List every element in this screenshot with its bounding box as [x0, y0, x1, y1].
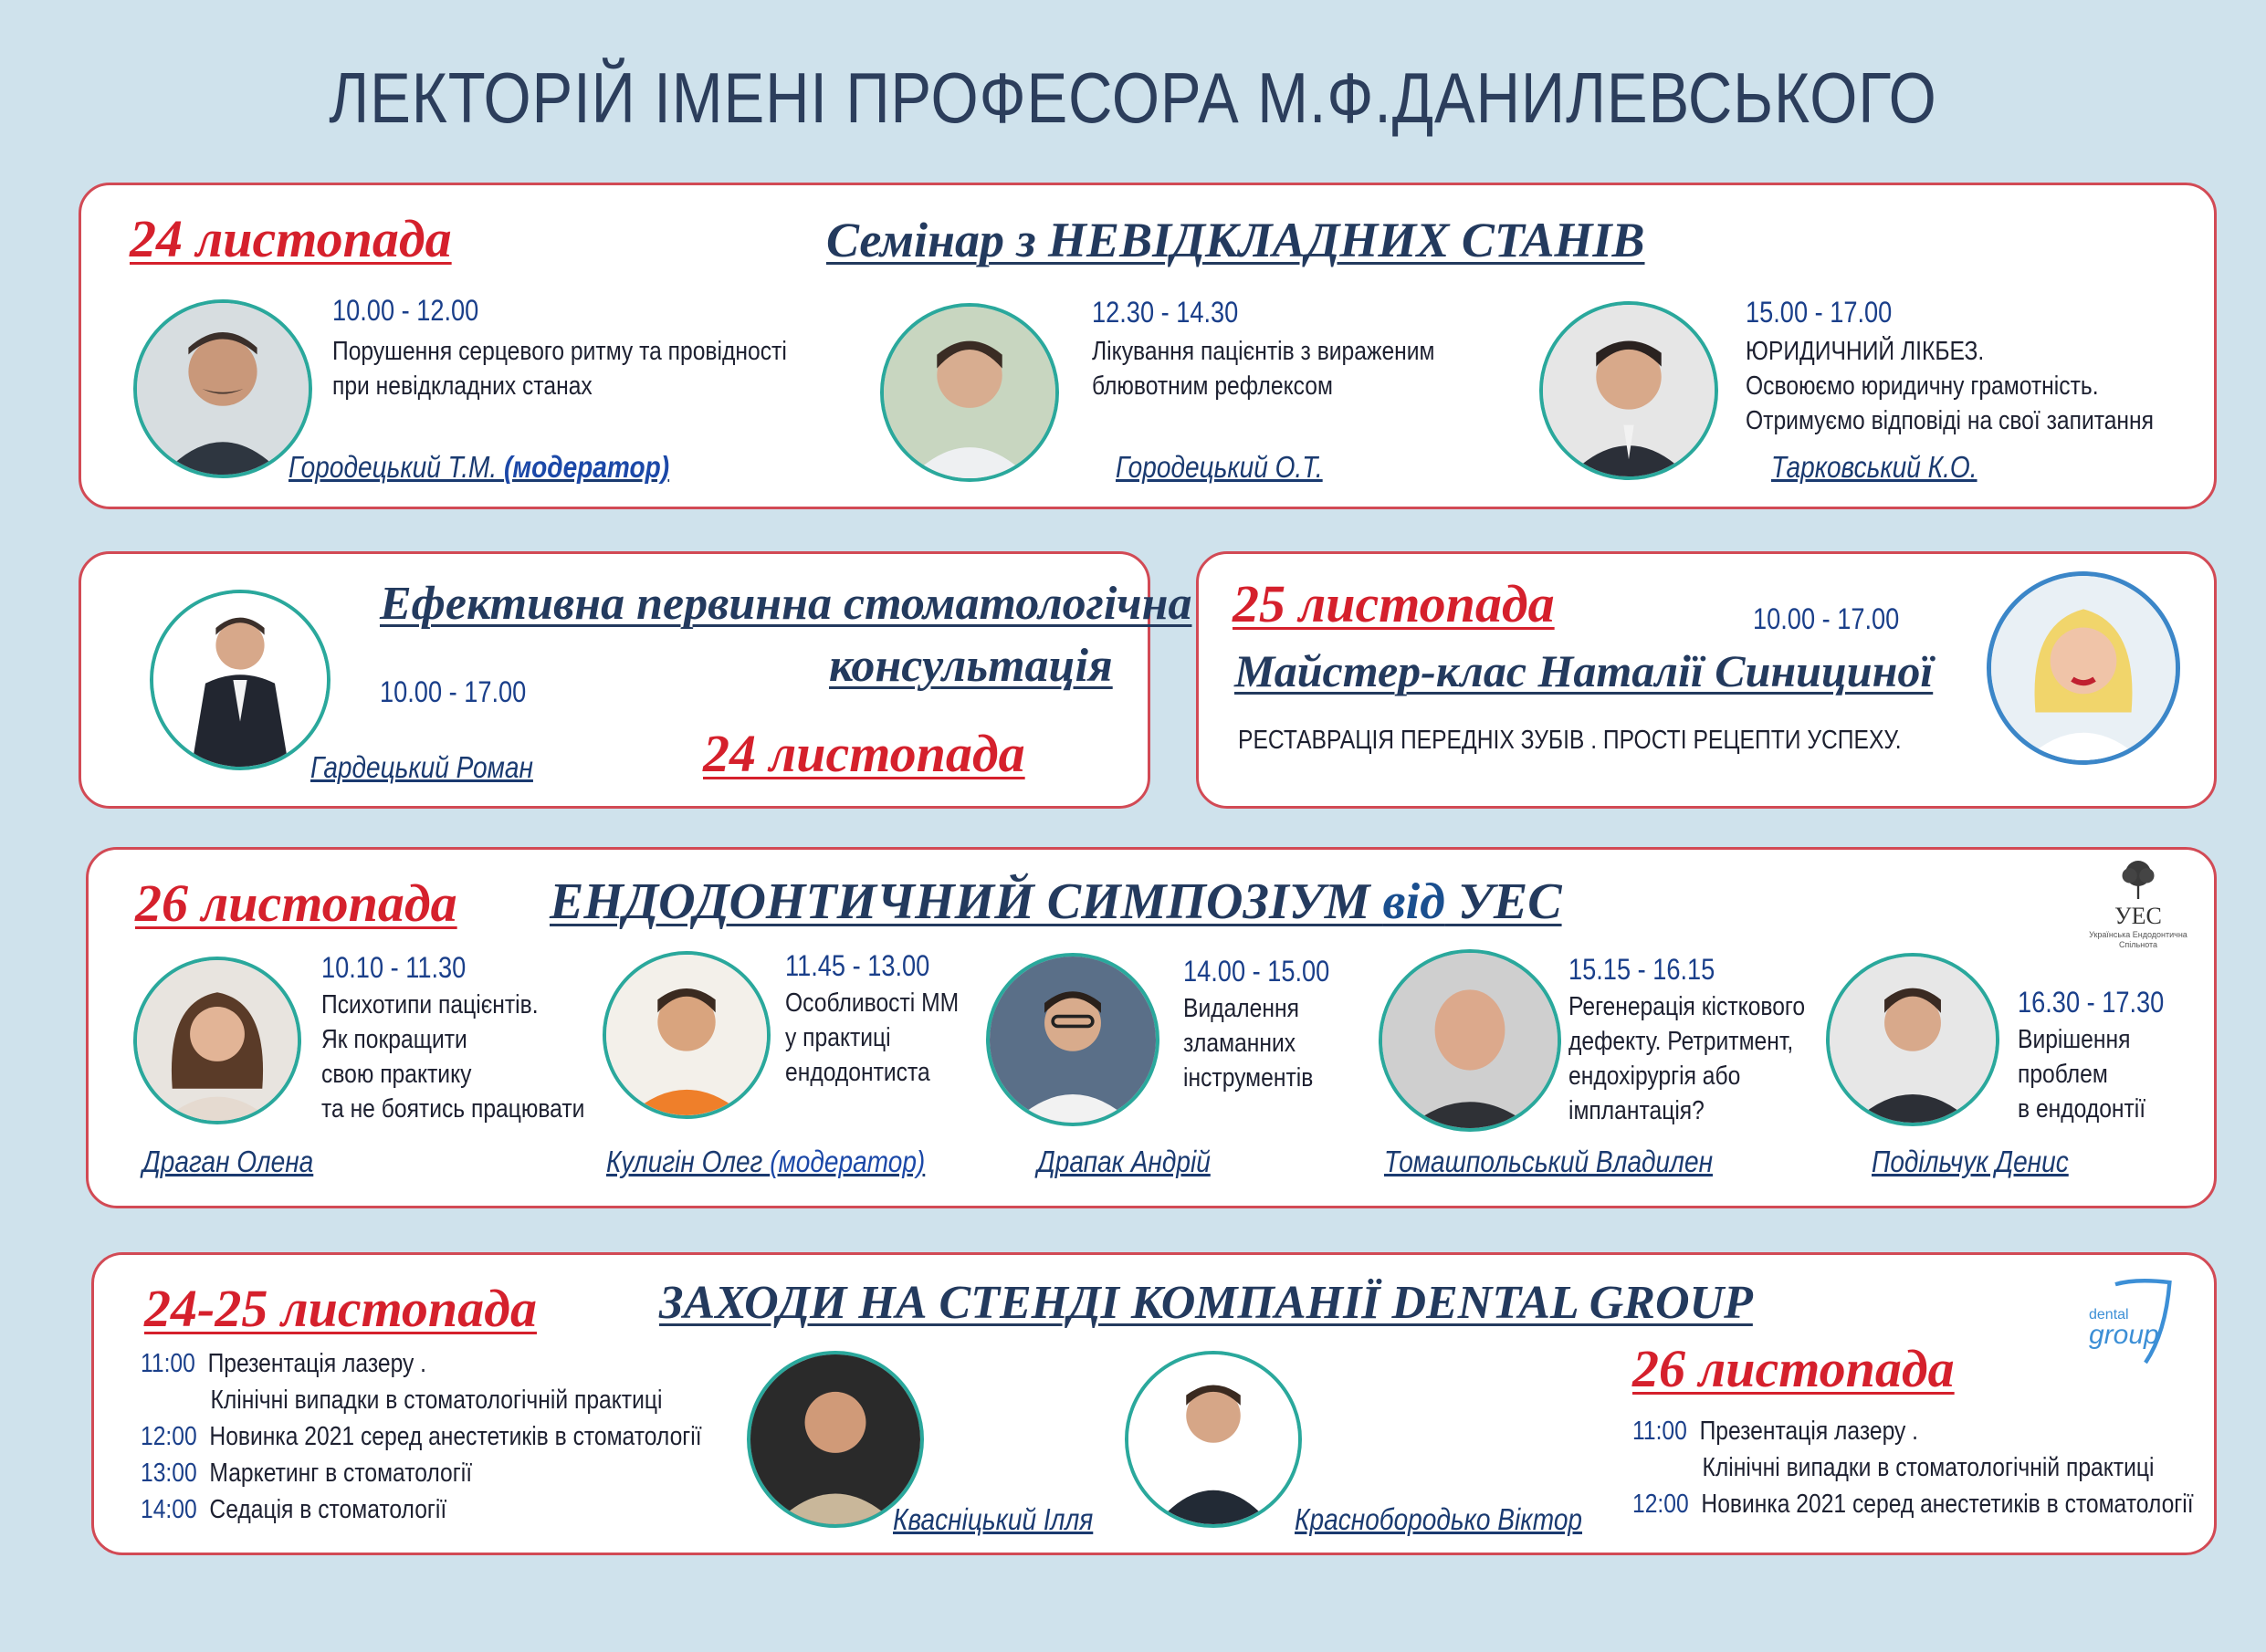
- speaker-photo-drapak: [986, 953, 1159, 1126]
- speaker-photo-gardetskyi: [150, 590, 330, 770]
- speaker-photo-gorodetskyi-tm: [133, 299, 312, 478]
- talk-time: 12.30 - 14.30: [1092, 296, 1239, 329]
- talk-time: 15.15 - 16.15: [1568, 953, 1715, 986]
- schedule-row: Клінічні випадки в стоматологічній практиці: [1702, 1453, 2155, 1482]
- speaker-name: Квасніцький Ілля: [893, 1502, 1094, 1536]
- talk-time: 16.30 - 17.30: [2018, 986, 2165, 1019]
- logo-text-big: group: [2089, 1320, 2159, 1350]
- talk-time: 15.00 - 17.00: [1746, 296, 1893, 329]
- speaker-photo-krasnoborodko: [1125, 1351, 1302, 1528]
- speaker-name: Подільчук Денис: [1872, 1145, 2069, 1178]
- schedule-row: 12:00 Новинка 2021 серед анестетиків в стоматології: [141, 1422, 702, 1451]
- talk-description: Вирішення проблем в ендодонтії: [2018, 1025, 2146, 1124]
- talk-description: Психотипи пацієнтів. Як покращити свою практику та не боятись працювати: [321, 990, 585, 1124]
- speaker-name: Драпак Андрій: [1037, 1145, 1211, 1178]
- speaker-name: Томашпольський Владилен: [1384, 1145, 1714, 1178]
- moderator-label: (модератор): [770, 1145, 926, 1178]
- schedule-row: Клінічні випадки в стоматологічній практиці: [210, 1385, 663, 1415]
- speaker-name: Городецький О.Т.: [1116, 450, 1323, 484]
- talk-description: Порушення серцевого ритму та провідності при невідкладних станах: [332, 337, 787, 401]
- talk-description: Особливості ММ у практиці ендодонтиста: [785, 988, 960, 1087]
- schedule-row: 14:00 Седація в стоматології: [141, 1495, 447, 1524]
- schedule-row: 12:00 Новинка 2021 серед анестетиків в стоматології: [1632, 1490, 2194, 1519]
- logo-text-small: dental: [2089, 1307, 2129, 1323]
- speaker-name: Кулигін Олег (модератор): [606, 1145, 926, 1178]
- speaker-photo-tomashpolskyi: [1379, 949, 1561, 1132]
- talk-time: 11.45 - 13.00: [785, 949, 930, 982]
- consult-heading-line1: Ефективна первинна стоматологічна: [380, 578, 1192, 630]
- speaker-photo-synytsyna: [1987, 571, 2180, 765]
- schedule-row: 11:00 Презентація лазеру .: [141, 1349, 427, 1378]
- dental-date-2: 26 листопада: [1632, 1339, 1955, 1398]
- talk-time: 10.10 - 11.30: [321, 951, 467, 984]
- speaker-name: Тарковський К.О.: [1771, 450, 1978, 484]
- consult-time: 10.00 - 17.00: [380, 675, 527, 708]
- dental-schedule-left: [141, 1345, 834, 1528]
- tree-icon: [2106, 858, 2170, 902]
- speaker-name: Краснобородько Віктор: [1295, 1502, 1583, 1536]
- masterclass-heading: Майстер-клас Наталії Синициної: [1234, 645, 1934, 696]
- moderator-label: (модератор): [504, 450, 670, 484]
- talk-description: ЮРИДИЧНИЙ ЛІКБЕЗ. Освоюємо юридичну грамотність. Отримуємо відповіді на свої запитання: [1746, 337, 2155, 435]
- symposium-date: 26 листопада: [135, 873, 457, 933]
- speaker-name: Драган Олена: [142, 1145, 314, 1178]
- seminar-heading: Семінар з НЕВІДКЛАДНИХ СТАНІВ: [826, 213, 1645, 267]
- dental-group-logo: [2085, 1272, 2186, 1373]
- talk-description: Видалення зламанних інструментів: [1183, 994, 1314, 1093]
- ues-logo: [2074, 858, 2202, 977]
- dental-schedule-right: [1632, 1413, 2198, 1522]
- schedule-row: 11:00 Презентація лазеру .: [1632, 1417, 1919, 1446]
- consult-date: 24 листопада: [703, 724, 1025, 783]
- consult-heading-line2: консультація: [829, 640, 1113, 692]
- page-title: ЛЕКТОРІЙ ІМЕНІ ПРОФЕСОРА М.Ф.ДАНИЛЕВСЬКОГО: [329, 58, 1937, 138]
- masterclass-description: РЕСТАВРАЦІЯ ПЕРЕДНІХ ЗУБІВ . ПРОСТІ РЕЦЕПТИ УСПЕХУ.: [1238, 726, 1902, 755]
- masterclass-time: 10.00 - 17.00: [1753, 602, 1900, 635]
- talk-time: 14.00 - 15.00: [1183, 955, 1330, 988]
- speaker-name: Городецький Т.М. (модератор): [288, 450, 670, 484]
- seminar-date: 24 листопада: [130, 209, 452, 268]
- dental-heading: ЗАХОДИ НА СТЕНДІ КОМПАНІЇ DENTAL GROUP: [659, 1277, 1753, 1329]
- speaker-photo-kvasnitskyi: [747, 1351, 924, 1528]
- speaker-name: Гардецький Роман: [310, 750, 533, 784]
- talk-time: 10.00 - 12.00: [332, 294, 479, 327]
- speaker-photo-kuligin: [603, 951, 771, 1119]
- talk-description: Лікування пацієнтів з вираженим блювотним рефлексом: [1092, 337, 1435, 401]
- ues-logo-text: УЕС: [2114, 903, 2162, 929]
- speaker-photo-tarkovskyi: [1539, 301, 1718, 480]
- speaker-photo-gorodetskyi-ot: [880, 303, 1059, 482]
- symposium-heading: ЕНДОДОНТИЧНИЙ СИМПОЗІУМ від УЕС: [550, 873, 1562, 930]
- speaker-photo-dragan: [133, 957, 301, 1124]
- ues-logo-caption: Українська Ендодонтична Спільнота: [2089, 930, 2187, 949]
- speaker-photo-podilchuk: [1826, 953, 1999, 1126]
- dental-date: 24-25 листопада: [144, 1279, 537, 1338]
- schedule-row: 13:00 Маркетинг в стоматології: [141, 1459, 473, 1488]
- masterclass-date: 25 листопада: [1233, 574, 1555, 633]
- talk-description: Регенерація кісткового дефекту. Ретритмент, ендохірургія або імплантація?: [1568, 992, 1806, 1125]
